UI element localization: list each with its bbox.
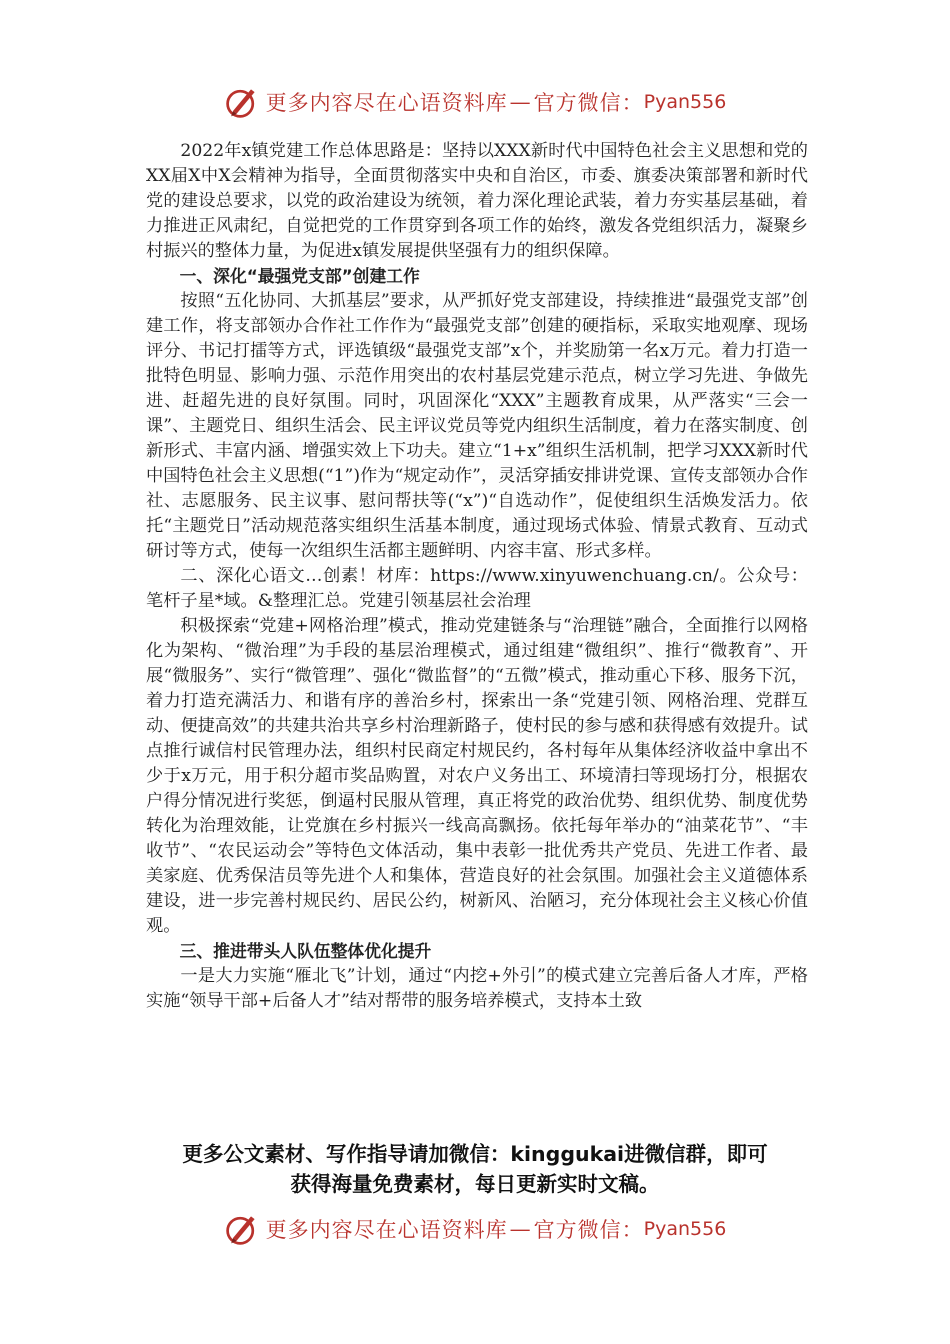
header-watermark-banner [0,82,950,122]
banner-handle: Pyan556 [643,1218,727,1240]
section-heading-3: 三、推进带头人队伍整体优化提升 [179,941,432,961]
promo-line-1: 更多公文素材、写作指导请加微信：kinggukai进微信群，即可 [182,1142,768,1166]
paragraph-section-1: 按照“五化协同、大抓基层”要求，从严抓好党支部建设，持续推进“最强党支部”创建工作，将支部领办合作社工作作为“最强党支部”创建的硬指标，采取实地观摩、现场评分、书记打擂等方式，评选镇级“最强党支部”x个，并奖励第一名x万元。着力打造一批特色明显、影响力强、示范作用突出的农村基层党建示范点，树立学习先进、争做先进、赶超先进的良好氛围。同时，巩固深化“XXX”主题教育成果，从严落实“三会一课”、主题党日、组织生活会、民主评议党员等党内组织生活制度，着力在落实制度、创新形式、丰富内涵、增强实效上下功夫。建立“1+x”组织生活机制，把学习XXX新时代中国特色社会主义思想(“1”)作为“规定动作”，灵活穿插安排讲党课、宣传支部领办合作社、志愿服务、民主议事、慰问帮扶等(“x”)“自选动作”，促使组织生活焕发活力。依托“主题党日”活动规范落实组织生活基本制度，通过现场式体验、情景式教育、互动式研讨等方式，使每一次组织生活都主题鲜明、内容丰富、形式多样。 [146,291,808,561]
banner-separator: — [509,1217,532,1241]
section-heading-1: 一、深化“最强党支部”创建工作 [179,266,420,286]
document-body [146,139,808,1014]
banner-handle: Pyan556 [643,91,727,113]
banner-label: 官方微信： [533,1218,644,1242]
footer-watermark-banner [0,1209,950,1249]
promo-line-2: 获得海量免费素材，每日更新实时文稿。 [290,1172,660,1196]
pen-circle-icon [224,84,260,120]
banner-label: 官方微信： [533,91,644,115]
banner-separator: — [509,90,532,114]
banner-brand: 更多内容尽在心语资料库 [265,1218,508,1242]
paragraph-section-2: 积极探索“党建+网格治理”模式，推动党建链条与“治理链”融合，全面推行以网格化为架构、“微治理”为手段的基层治理模式，通过组建“微组织”、推行“微教育”、开展“微服务”、实行“微管理”、强化“微监督”的“五微”模式，推动重心下移、服务下沉，着力打造充满活力、和谐有序的善治乡村，探索出一条“党建引领、网格治理、党群互动、便捷高效”的共建共治共享乡村治理新路子，使村民的参与感和获得感有效提升。试点推行诚信村民管理办法，组织村民商定村规民约，各村每年从集体经济收益中拿出不少于x万元，用于积分超市奖品购置，对农户义务出工、环境清扫等现场打分，根据农户得分情况进行奖惩，倒逼村民服从管理，真正将党的政治优势、组织优势、制度优势转化为治理效能，让党旗在乡村振兴一线高高飘扬。依托每年举办的“油菜花节”、“丰收节”、“农民运动会”等特色文体活动，集中表彰一批优秀共产党员、先进工作者、最美家庭、优秀保洁员等先进个人和集体，营造良好的社会氛围。加强社会主义道德体系建设，进一步完善村规民约、居民公约，树新风、治陋习，充分体现社会主义核心价值观。 [146,616,808,936]
promo-notice [120,1139,830,1199]
paragraph-section-3: 一是大力实施“雁北飞”计划，通过“内挖+外引”的模式建立完善后备人才库，严格实施“领导干部+后备人才”结对帮带的服务培养模式，支持本土致 [146,966,808,1011]
banner-brand: 更多内容尽在心语资料库 [265,91,508,115]
pen-circle-icon [224,1211,260,1247]
paragraph-intro: 2022年x镇党建工作总体思路是：坚持以XXX新时代中国特色社会主义思想和党的XX届X中X会精神为指导，全面贯彻落实中央和自治区，市委、旗委决策部署和新时代党的建设总要求，以党的政治建设为统领，着力深化理论武装，着力夯实基层基础，着力推进正风肃纪，自觉把党的工作贯穿到各项工作的始终，激发各党组织活力，凝聚乡村振兴的整体力量，为促进x镇发展提供坚强有力的组织保障。 [146,141,808,261]
section-heading-2: 二、深化心语文…创素！材库：https://www.xinyuwenchuang.cn/。公众号：笔杆子星*域。&整理汇总。党建引领基层社会治理 [146,566,808,611]
